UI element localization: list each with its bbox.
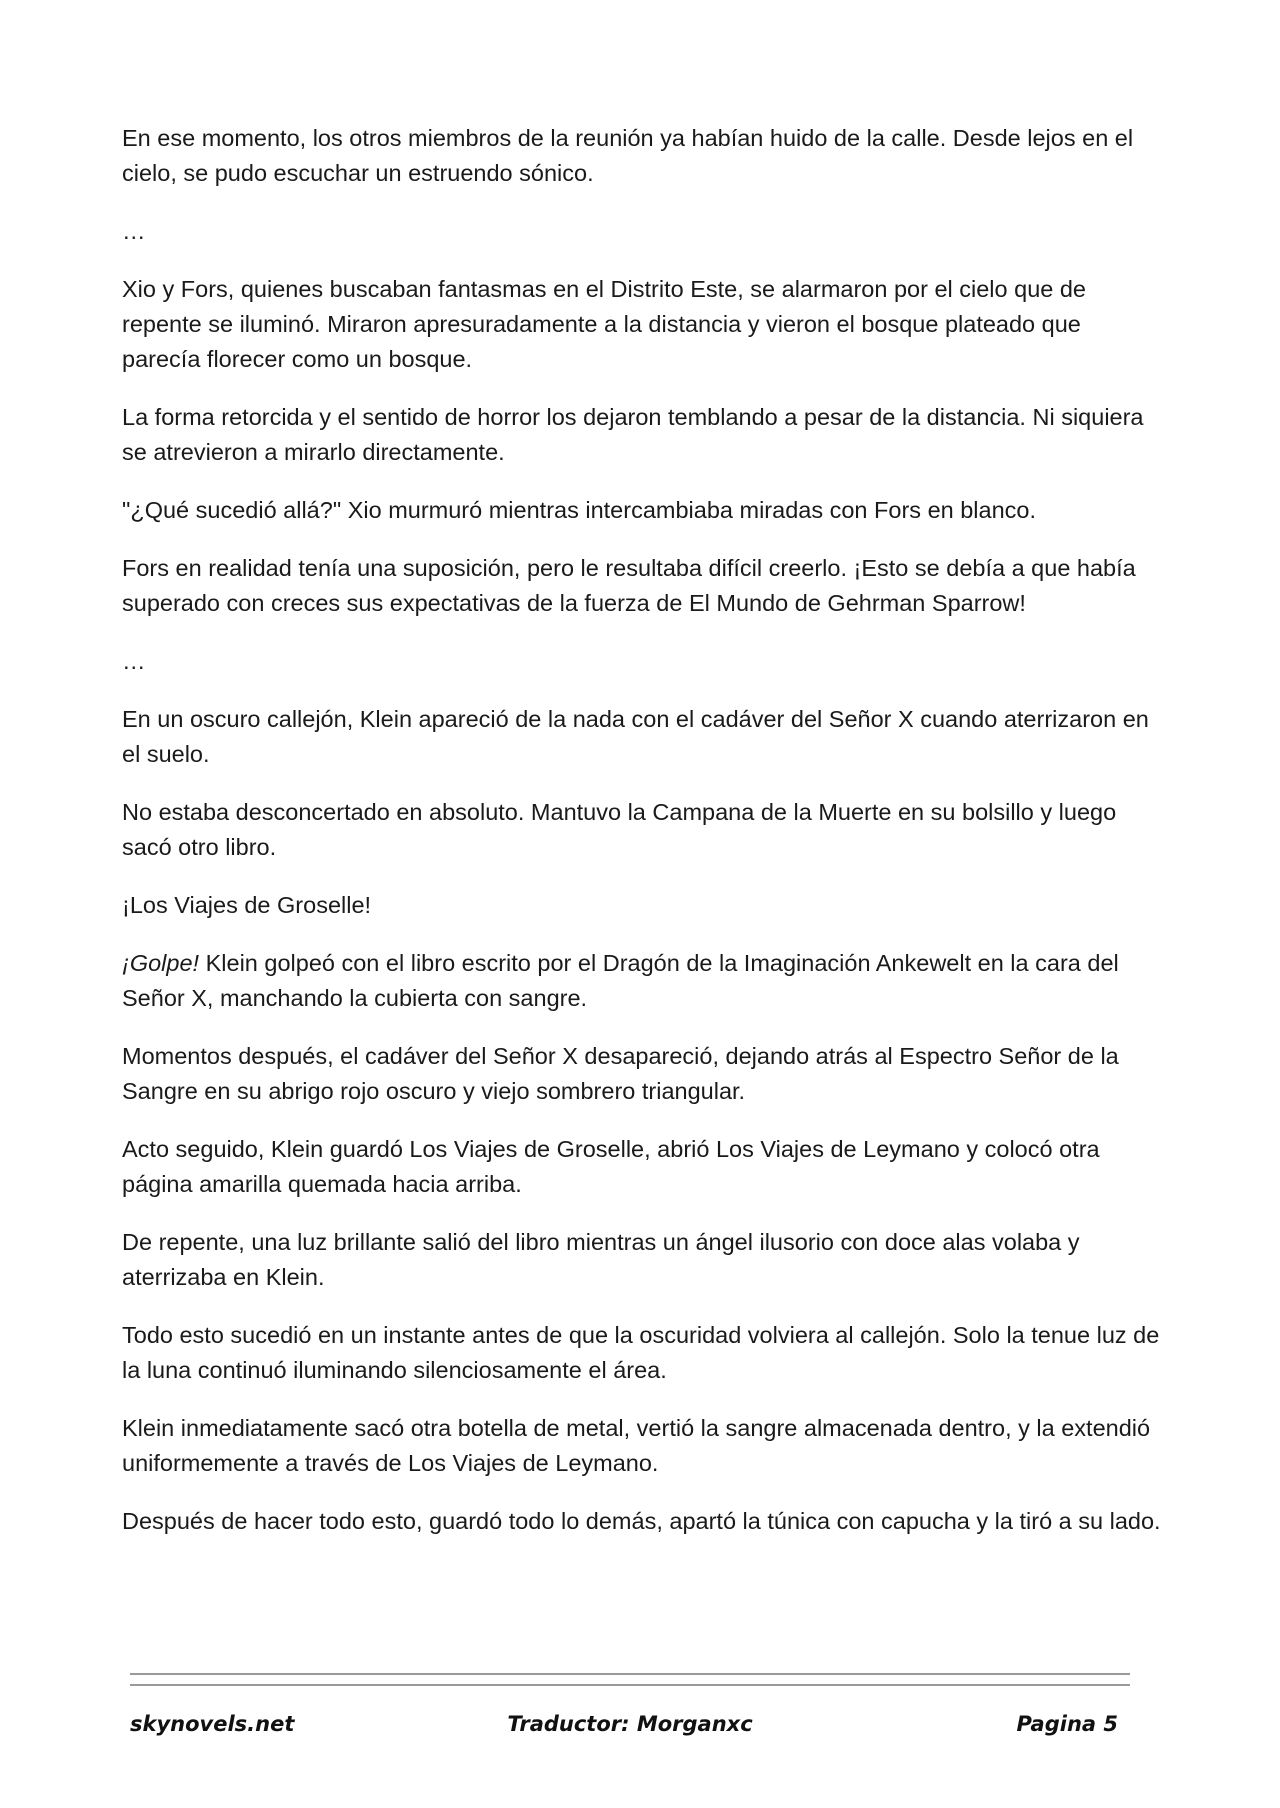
paragraph-3: La forma retorcida y el sentido de horror los dejaron temblando a pesar de la distancia. Ni siquiera se atrevieron a mirarlo directamente. [122,404,1144,465]
footer-site: skynovels.net [130,1712,295,1736]
paragraph-4: "¿Qué sucedió allá?" Xio murmuró mientras intercambiaba miradas con Fors en blanco. [122,497,1037,523]
paragraph-5: Fors en realidad tenía una suposición, pero le resultaba difícil creerlo. ¡Esto se debía a que había superado con creces sus expectativas de la fuerza de El Mundo de Gehrman Sparrow! [122,555,1136,616]
page-footer [130,1712,1130,1752]
footer-divider-bottom [130,1684,1130,1686]
paragraph-10: Momentos después, el cadáver del Señor X desapareció, dejando atrás al Espectro Señor de la Sangre en su abrigo rojo oscuro y viejo sombrero triangular. [122,1043,1119,1104]
paragraph-6: En un oscuro callejón, Klein apareció de la nada con el cadáver del Señor X cuando aterrizaron en el suelo. [122,706,1149,767]
paragraph-13: Todo esto sucedió en un instante antes de que la oscuridad volviera al callejón. Solo la tenue luz de la luna continuó iluminando silenciosamente el área. [122,1322,1160,1383]
paragraph-7: No estaba desconcertado en absoluto. Mantuvo la Campana de la Muerte en su bolsillo y luego sacó otro libro. [122,799,1117,860]
italic-onomatopoeia: ¡Golpe! [122,950,200,976]
footer-page-number: Pagina 5 [1016,1712,1118,1736]
paragraph-9 [122,946,1162,1016]
paragraph-15: Después de hacer todo esto, guardó todo lo demás, apartó la túnica con capucha y la tiró a su lado. [122,1508,1161,1534]
paragraph-11: Acto seguido, Klein guardó Los Viajes de Groselle, abrió Los Viajes de Leymano y colocó otra página amarilla quemada hacia arriba. [122,1136,1100,1197]
paragraph-2: Xio y Fors, quienes buscaban fantasmas en el Distrito Este, se alarmaron por el cielo que de repente se iluminó. Miraron apresuradamente a la distancia y vieron el bosque plateado que parecía florecer como un bosque. [122,276,1087,372]
paragraph-1: En ese momento, los otros miembros de la reunión ya habían huido de la calle. Desde lejos en el cielo, se pudo escuchar un estruendo sónico. [122,125,1134,186]
footer-translator: Traductor: Morganxc [507,1712,753,1736]
paragraph-9-text: Klein golpeó con el libro escrito por el Dragón de la Imaginación Ankewelt en la cara del Señor X, manchando la cubierta con sangre. [122,950,1119,1011]
section-break-1: … [122,218,146,244]
paragraph-8: ¡Los Viajes de Groselle! [122,892,372,918]
footer-divider-top [130,1673,1130,1675]
paragraph-12: De repente, una luz brillante salió del libro mientras un ángel ilusorio con doce alas volaba y aterrizaba en Klein. [122,1229,1080,1290]
paragraph-14: Klein inmediatamente sacó otra botella de metal, vertió la sangre almacenada dentro, y la extendió uniformemente a través de Los Viajes de Leymano. [122,1415,1151,1476]
section-break-2: … [122,648,146,674]
page-body [122,121,1162,1562]
